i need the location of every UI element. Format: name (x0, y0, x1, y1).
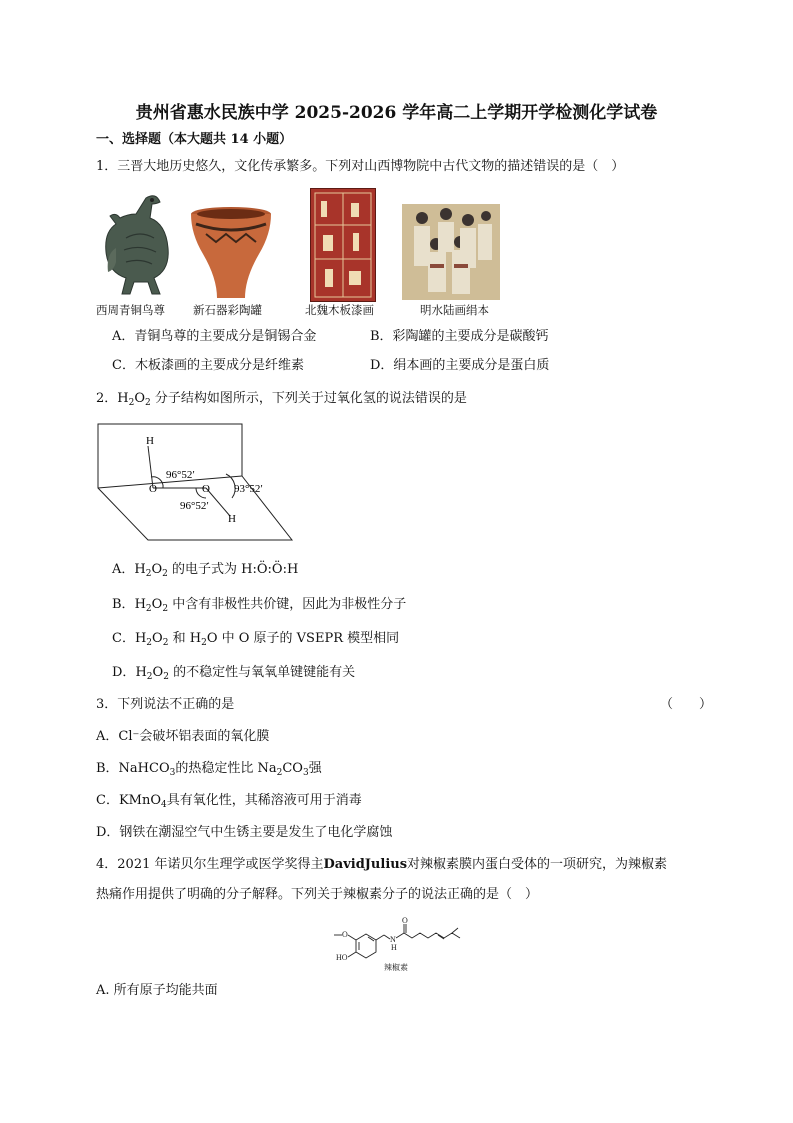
caption-silk-painting: 明水陆画绢本 (420, 303, 489, 317)
angle-label-3: 96°52′ (180, 500, 209, 512)
q2-option-b: B．$H_2O_2$ 中含有非极性共价键，因此为非极性分子 (112, 597, 407, 614)
lacquer-panel-image (310, 188, 376, 302)
atom-carbonyl-o: O (402, 916, 408, 925)
page-title: 贵州省惠水民族中学 2025-2026 学年高二上学期开学检测化学试卷 (135, 103, 658, 123)
section-heading: 一、选择题（本大题共 14 小题） (96, 132, 293, 147)
q1-option-d: D．绢本画的主要成分是蛋白质 (370, 358, 550, 373)
angle-label-1: 96°52′ (166, 469, 195, 481)
q3-stem: 3．下列说法不正确的是 (96, 697, 235, 712)
capsaicin-structure (318, 916, 478, 976)
atom-amide-h: H (391, 943, 397, 952)
q3-option-c: C．KMnO$_4$具有氧化性，其稀溶液可用于消毒 (96, 793, 362, 810)
atom-o-left: O (149, 483, 157, 495)
atom-hydroxyl: HO (336, 953, 348, 962)
q4-stem-line2: 热痛作用提供了明确的分子解释。下列关于辣椒素分子的说法正确的是（ ） (96, 887, 539, 902)
atom-h-top: H (146, 435, 154, 447)
atom-h-bottom: H (228, 513, 236, 525)
angle-label-2: 93°52′ (234, 483, 263, 495)
q3-answer-paren: （ ） (660, 697, 713, 712)
q2-option-a: A．$H_2O_2$ 的电子式为 H:Ö:Ö:H (112, 562, 299, 579)
q2-option-c: C．$H_2O_2$ 和 $H_2O$ 中 O 原子的 VSEPR 模型相同 (112, 631, 400, 648)
q2-option-d: D．$H_2O_2$ 的不稳定性与氧氧单键键能有关 (112, 665, 356, 682)
q2-stem: 2．$H_2O_2$ 分子结构如图所示，下列关于过氧化氢的说法错误的是 (96, 391, 467, 408)
molecule-label: 辣椒素 (384, 963, 408, 972)
atom-o-right: O (202, 483, 210, 495)
q4-option-a: A. 所有原子均能共面 (96, 983, 218, 998)
q3-option-b: B．NaHCO$_3$的热稳定性比 $Na_2CO_3$强 (96, 761, 322, 778)
q1-option-c: C．木板漆画的主要成分是纤维素 (112, 358, 304, 373)
q1-option-a: A．青铜鸟尊的主要成分是铜锡合金 (112, 329, 317, 344)
q3-option-d: D．钢铁在潮湿空气中生锈主要是发生了电化学腐蚀 (96, 825, 393, 840)
pottery-jar-image (186, 204, 276, 300)
caption-lacquer-panel: 北魏木板漆画 (305, 303, 374, 317)
bronze-bird-image (96, 188, 176, 300)
caption-bronze-bird: 西周青铜鸟尊 (96, 303, 165, 317)
atom-amide-n: N (390, 935, 396, 944)
q1-option-b: B．彩陶罐的主要成分是碳酸钙 (370, 329, 549, 344)
q3-option-a: A．Cl⁻会破坏铝表面的氧化膜 (96, 729, 270, 744)
silk-painting-image (402, 204, 500, 300)
q4-stem-line1: 4．2021 年诺贝尔生理学或医学奖得主DavidJulius对辣椒素膜内蛋白受体的一项研究，为辣椒素 (96, 857, 668, 872)
caption-pottery-jar: 新石器彩陶罐 (193, 303, 262, 317)
q1-stem: 1．三晋大地历史悠久，文化传承繁多。下列对山西博物院中古代文物的描述错误的是（ ） (96, 159, 625, 174)
h2o2-structure-diagram (96, 422, 296, 544)
atom-methoxy-o: O (342, 930, 348, 939)
